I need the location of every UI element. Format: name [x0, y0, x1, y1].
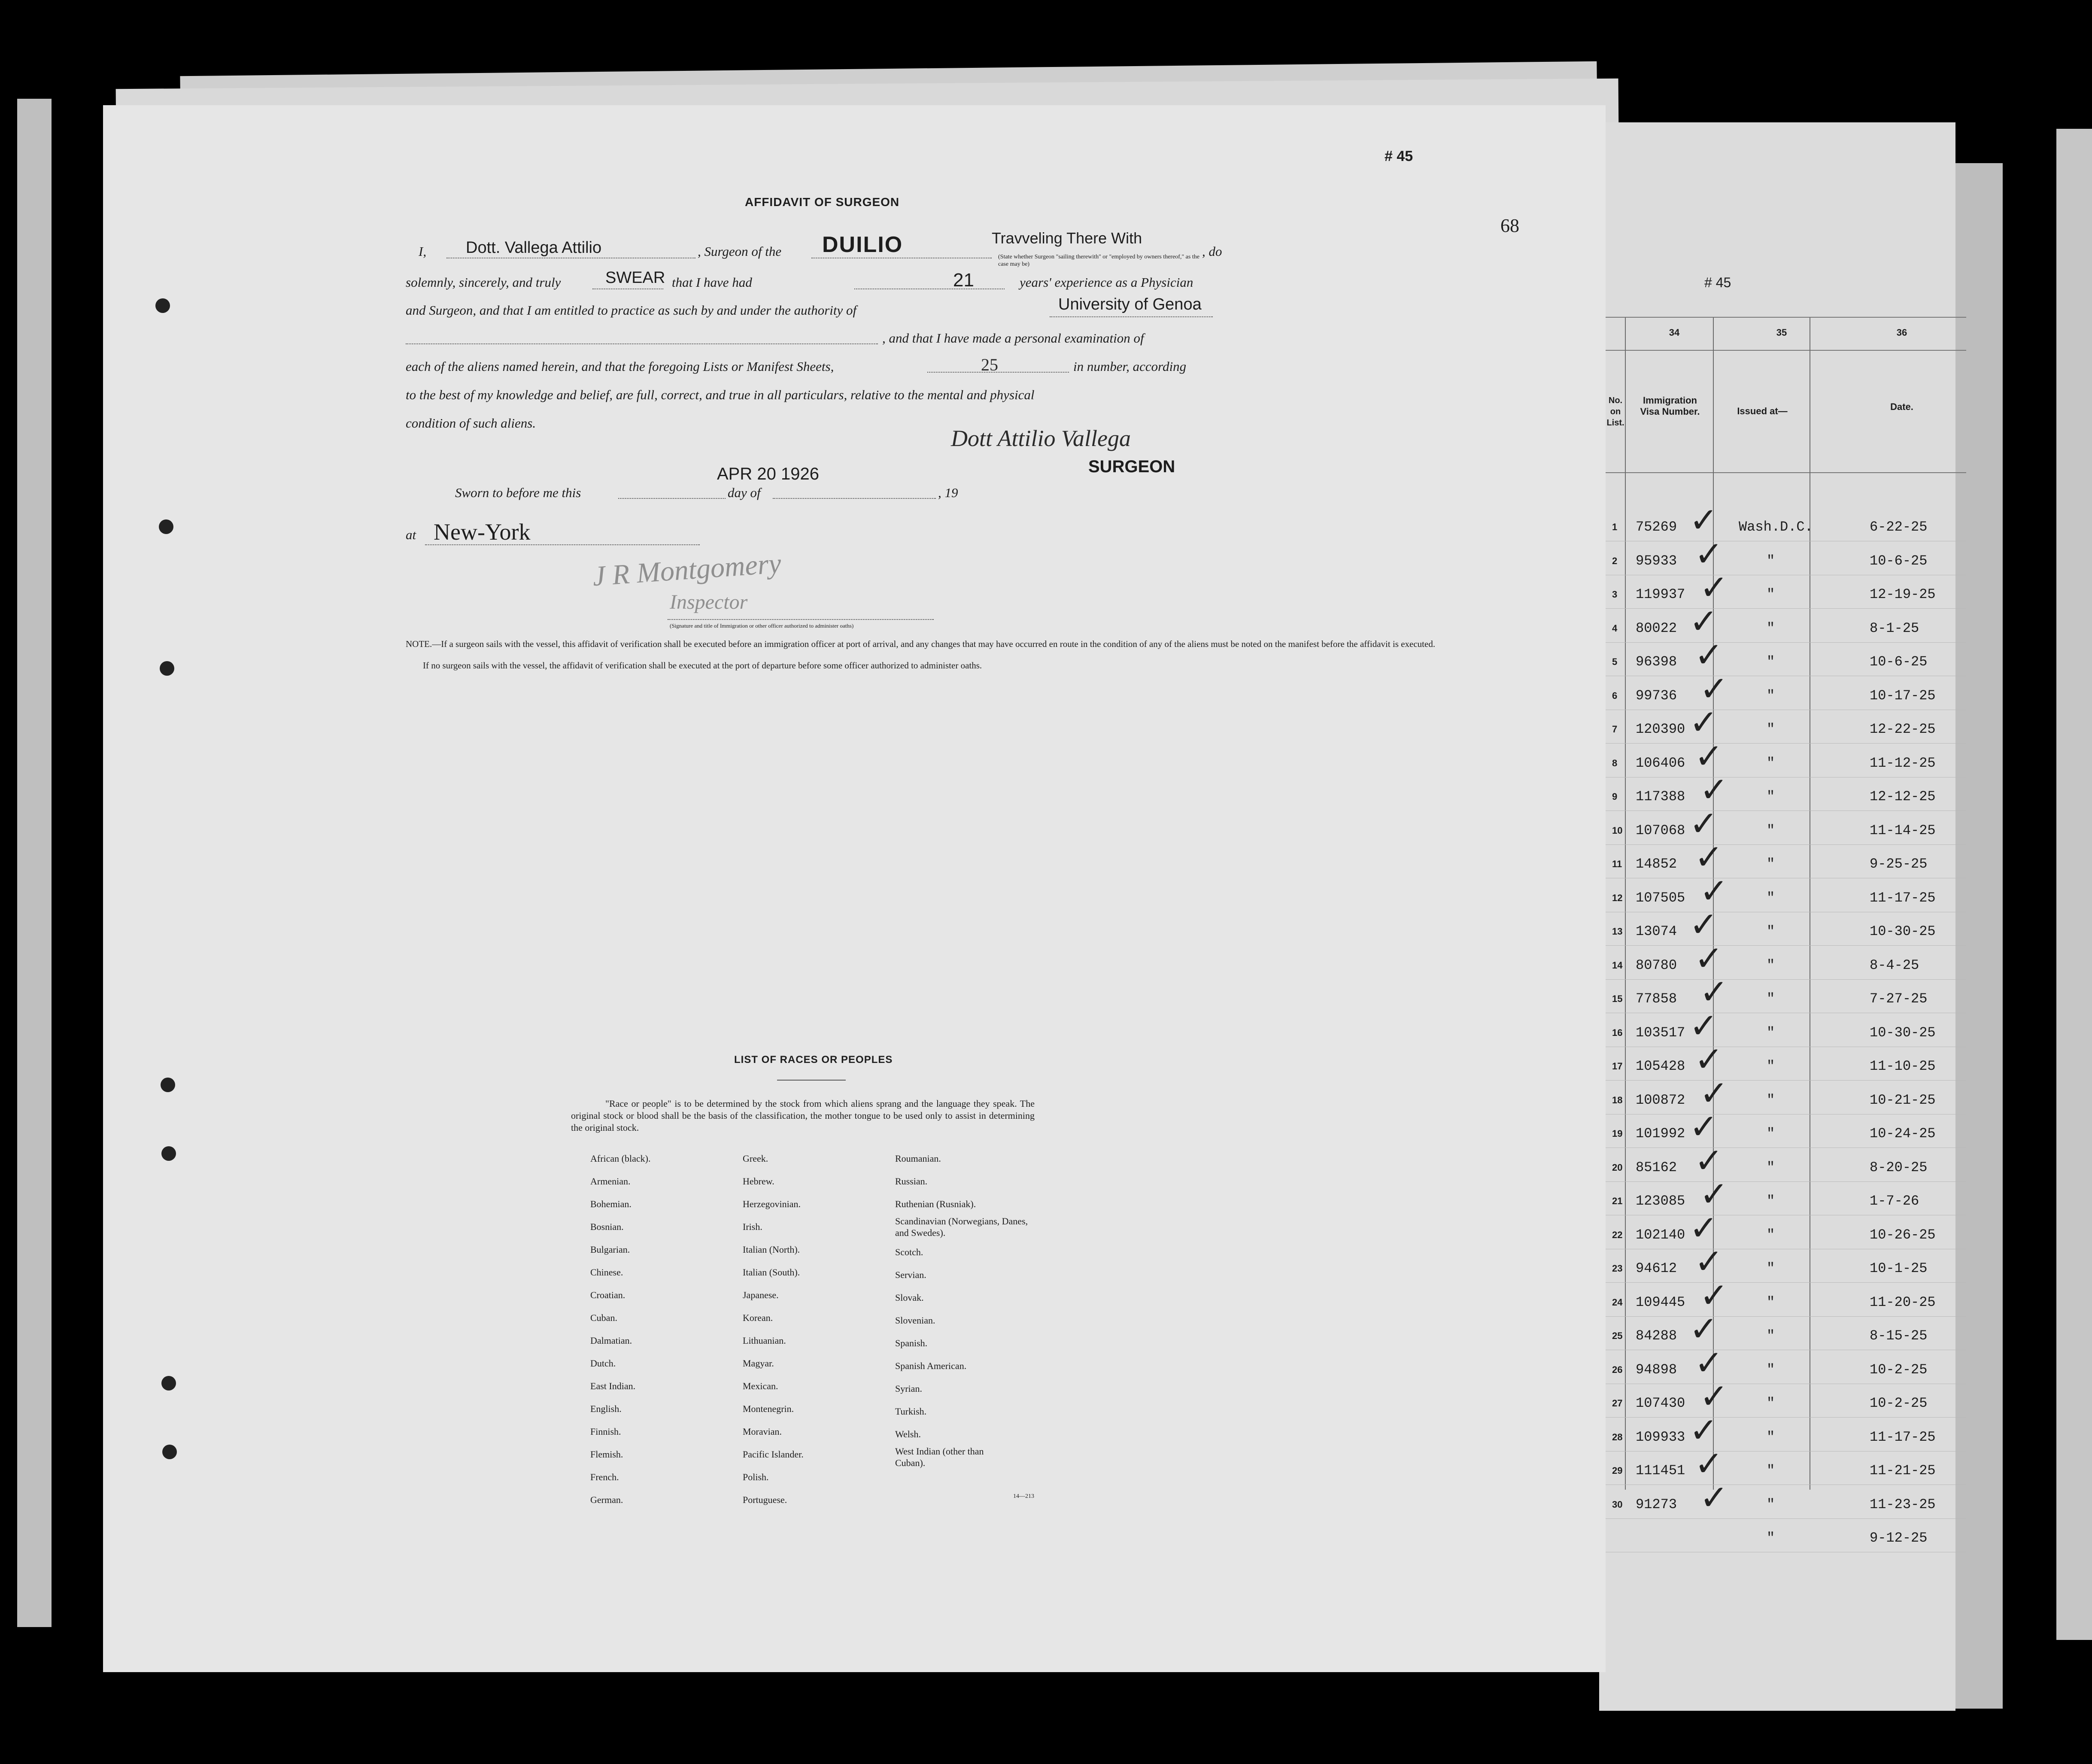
row-rule — [1606, 1282, 1966, 1283]
manifest-cell-visa: 100872 — [1636, 1092, 1685, 1108]
fill-line — [854, 288, 1005, 289]
manifest-cell-issued: " — [1767, 1126, 1775, 1142]
checkmark-icon: ✓ — [1689, 803, 1719, 844]
manifest-cell-issued: " — [1767, 923, 1775, 939]
note-1: NOTE.—If a surgeon sails with the vessel, this affidavit of verification shall be executed before an immigration officer at port of arrival, and any changes that may have occurred en route in the condition of any of the aliens must be noted on the manifest before the affidavit is executed. — [406, 639, 1436, 649]
authority: University of Genoa — [1058, 295, 1202, 313]
manifest-cell-visa: 123085 — [1636, 1193, 1685, 1209]
manifest-cell-date: 11-20-25 — [1870, 1294, 1936, 1310]
manifest-cell-issued: " — [1767, 1496, 1775, 1512]
race-item: Bosnian. — [590, 1221, 624, 1232]
race-item: Moravian. — [743, 1426, 782, 1437]
manifest-cell-no: 4 — [1612, 622, 1618, 634]
manifest-cell-no: 7 — [1612, 724, 1618, 735]
adjacent-page-left — [17, 99, 52, 1627]
checkmark-icon: ✓ — [1694, 1242, 1724, 1281]
manifest-cell-no: 14 — [1612, 959, 1623, 971]
manifest-cell-issued: " — [1767, 957, 1775, 973]
manifest-cell-no: 9 — [1612, 791, 1618, 802]
checkmark-icon: ✓ — [1700, 871, 1729, 911]
binder-hole — [161, 1078, 175, 1092]
race-item: Dalmatian. — [590, 1335, 632, 1346]
manifest-cell-no: 20 — [1612, 1162, 1623, 1173]
manifest-cell-issued: Wash.D.C. — [1739, 519, 1813, 535]
manifest-cell-no: 12 — [1612, 892, 1623, 903]
races-column-1 — [590, 1147, 650, 1511]
date-stamp: APR 20 1926 — [717, 465, 819, 483]
manifest-cell-date: 9-12-25 — [1870, 1530, 1928, 1546]
race-item: Scandinavian (Norwegians, Danes, and Swedes). — [895, 1216, 1028, 1238]
checkmark-icon: ✓ — [1700, 1477, 1729, 1518]
text: I, — [419, 244, 427, 259]
row-rule — [1606, 642, 1966, 643]
manifest-cell-visa: 95933 — [1636, 553, 1677, 569]
manifest-cell-issued: " — [1767, 1294, 1775, 1310]
manifest-cell-issued: " — [1767, 721, 1775, 737]
manifest-cell-date: 10-30-25 — [1870, 1024, 1936, 1041]
manifest-cell-date: 10-2-25 — [1870, 1395, 1928, 1411]
manifest-cell-visa: 75269 — [1636, 519, 1677, 535]
race-item: Welsh. — [895, 1429, 921, 1439]
text: Sworn to before me this — [455, 485, 581, 500]
checkmark-icon: ✓ — [1689, 905, 1719, 944]
manifest-cell-date: 11-17-25 — [1870, 1429, 1936, 1445]
manifest-cell-no: 5 — [1612, 656, 1618, 667]
manifest-cell-date: 10-6-25 — [1870, 654, 1928, 670]
race-item: Italian (North). — [743, 1244, 800, 1255]
manifest-cell-no: 27 — [1612, 1398, 1623, 1409]
race-item: Magyar. — [743, 1358, 774, 1369]
race-item: Chinese. — [590, 1267, 623, 1278]
surgeon-name: Dott. Vallega Attilio — [466, 239, 602, 257]
race-item: Croatian. — [590, 1290, 625, 1300]
officer-note: (Signature and title of Immigration or other officer authorized to administer oaths) — [670, 622, 854, 629]
manifest-cell-issued: " — [1767, 1193, 1775, 1209]
checkmark-icon: ✓ — [1700, 568, 1729, 607]
column-number: 36 — [1896, 327, 1907, 338]
binder-hole — [160, 661, 174, 676]
affidavit-sheet — [103, 105, 1606, 1672]
oath-type: SWEAR — [605, 269, 665, 287]
divider — [777, 1080, 846, 1081]
manifest-cell-no: 8 — [1612, 757, 1618, 768]
rule — [1606, 472, 1966, 473]
race-item: English. — [590, 1403, 622, 1414]
place: New-York — [434, 519, 531, 545]
manifest-cell-no: 30 — [1612, 1499, 1623, 1510]
manifest-cell-visa: 13074 — [1636, 923, 1677, 939]
race-item: African (black). — [590, 1153, 651, 1164]
manifest-cell-no: 1 — [1612, 522, 1618, 532]
manifest-cell-no: 21 — [1612, 1196, 1623, 1206]
manifest-cell-visa: 77858 — [1636, 991, 1677, 1007]
manifest-cell-visa: 102140 — [1636, 1227, 1685, 1243]
manifest-cell-visa: 107430 — [1636, 1395, 1685, 1411]
manifest-cell-date: 11-23-25 — [1870, 1496, 1936, 1512]
manifest-cell-no: 13 — [1612, 926, 1623, 937]
race-item: Ruthenian (Rusniak). — [895, 1199, 976, 1209]
checkmark-icon: ✓ — [1689, 1005, 1719, 1046]
manifest-cell-date: 8-20-25 — [1870, 1159, 1928, 1175]
manifest-cell-visa: 109933 — [1636, 1429, 1685, 1445]
race-item: Servian. — [895, 1269, 926, 1280]
manifest-cell-visa: 111451 — [1636, 1463, 1685, 1479]
manifest-cell-no: 15 — [1612, 993, 1623, 1004]
checkmark-icon: ✓ — [1694, 1444, 1724, 1484]
fill-line — [425, 544, 700, 545]
checkmark-icon: ✓ — [1694, 1342, 1724, 1383]
race-item: Cuban. — [590, 1312, 617, 1323]
header-no-on-list: No. on List. — [1606, 396, 1624, 428]
years-experience: 21 — [953, 270, 974, 291]
manifest-cell-date: 8-1-25 — [1870, 620, 1919, 636]
race-item: Finnish. — [590, 1426, 621, 1437]
manifest-cell-no: 6 — [1612, 690, 1618, 701]
checkmark-icon: ✓ — [1694, 938, 1724, 978]
manifest-cell-date: 8-15-25 — [1870, 1328, 1928, 1344]
checkmark-icon: ✓ — [1694, 1039, 1724, 1079]
manifest-sheet-number: # 45 — [1704, 275, 1731, 290]
checkmark-icon: ✓ — [1700, 770, 1729, 810]
checkmark-icon: ✓ — [1689, 601, 1719, 641]
inspector-signature: J R Montgomery — [591, 547, 782, 592]
manifest-cell-no: 24 — [1612, 1296, 1623, 1308]
checkmark-icon: ✓ — [1700, 668, 1729, 709]
race-item: Scotch. — [895, 1247, 923, 1257]
stacked-page-edges — [1955, 163, 2003, 1709]
races-intro: "Race or people" is to be determined by the stock from which aliens sprang and the language they speak. The original stock or blood shall be the basis of the classification, the mother tongue to be used only to assist in determining the original stock. — [571, 1098, 1035, 1133]
race-item: Mexican. — [743, 1381, 778, 1391]
manifest-cell-date: 6-22-25 — [1870, 519, 1928, 535]
race-item: Bulgarian. — [590, 1244, 630, 1255]
row-rule — [1606, 945, 1966, 946]
manifest-cell-issued: " — [1767, 890, 1775, 906]
row-rule — [1606, 1316, 1966, 1317]
affidavit-title: AFFIDAVIT OF SURGEON — [745, 195, 900, 209]
manifest-cell-visa: 80022 — [1636, 620, 1677, 636]
row-rule — [1606, 1518, 1966, 1519]
manifest-cell-issued: " — [1767, 654, 1775, 670]
race-item: Japanese. — [743, 1290, 779, 1300]
manifest-cell-issued: " — [1767, 586, 1775, 602]
manifest-cell-issued: " — [1767, 620, 1775, 636]
column-number: 35 — [1776, 327, 1787, 338]
race-item: Greek. — [743, 1153, 768, 1164]
manifest-cell-visa: 109445 — [1636, 1294, 1685, 1310]
manifest-cell-visa: 101992 — [1636, 1126, 1685, 1142]
manifest-cell-no: 25 — [1612, 1330, 1623, 1341]
manifest-cell-no: 16 — [1612, 1027, 1623, 1038]
vessel-name: DUILIO — [822, 232, 903, 257]
manifest-cell-date: 10-1-25 — [1870, 1260, 1928, 1276]
rule — [1606, 350, 1966, 351]
manifest-cell-issued: " — [1767, 687, 1775, 704]
binder-hole — [161, 1146, 176, 1161]
manifest-cell-visa: 103517 — [1636, 1024, 1685, 1041]
race-item: Montenegrin. — [743, 1403, 794, 1414]
manifest-cell-date: 11-12-25 — [1870, 755, 1936, 771]
traveling-note: (State whether Surgeon "sailing therewith" or "employed by owners thereof," as the case may be) — [998, 254, 1199, 267]
manifest-cell-no: 29 — [1612, 1465, 1623, 1476]
text: each of the aliens named herein, and that the foregoing Lists or Manifest Sheets, — [406, 359, 834, 374]
race-item: Portuguese. — [743, 1494, 787, 1505]
header-issued-at: Issued at— — [1737, 406, 1788, 416]
text: , and that I have made a personal examination of — [882, 331, 1144, 346]
manifest-cell-issued: " — [1767, 1260, 1775, 1276]
checkmark-icon: ✓ — [1694, 837, 1724, 877]
fill-line — [927, 372, 1069, 373]
race-item: Spanish. — [895, 1338, 928, 1348]
race-item: Polish. — [743, 1472, 769, 1482]
race-item: Pacific Islander. — [743, 1449, 804, 1460]
text: , do — [1202, 244, 1222, 259]
binder-hole — [162, 1445, 177, 1459]
text: , Surgeon of the — [698, 244, 782, 259]
fill-line — [1050, 316, 1213, 317]
fill-line — [773, 498, 936, 499]
manifest-cell-visa: 120390 — [1636, 721, 1685, 737]
manifest-cell-visa: 106406 — [1636, 755, 1685, 771]
manifest-cell-visa: 91273 — [1636, 1496, 1677, 1512]
row-rule — [1606, 1080, 1966, 1081]
text: , 19 — [938, 485, 958, 500]
manifest-cell-issued: " — [1767, 991, 1775, 1007]
manifest-cell-issued: " — [1767, 1159, 1775, 1175]
manifest-cell-visa: 85162 — [1636, 1159, 1677, 1175]
manifest-cell-visa: 14852 — [1636, 856, 1677, 872]
text: condition of such aliens. — [406, 416, 536, 431]
manifest-cell-visa: 117388 — [1636, 789, 1685, 805]
row-rule — [1606, 1181, 1966, 1182]
manifest-cell-date: 10-6-25 — [1870, 553, 1928, 569]
adjacent-page-right — [2056, 129, 2092, 1640]
text: years' experience as a Physician — [1020, 275, 1193, 290]
manifest-cell-date: 11-14-25 — [1870, 822, 1936, 838]
page-number: 68 — [1500, 215, 1519, 236]
race-item: Armenian. — [590, 1176, 631, 1187]
manifest-cell-issued: " — [1767, 755, 1775, 771]
header-date: Date. — [1890, 401, 1913, 412]
row-rule — [1606, 1417, 1966, 1418]
sheet-count: 25 — [981, 355, 998, 374]
checkmark-icon: ✓ — [1700, 1275, 1729, 1315]
manifest-cell-no: 17 — [1612, 1061, 1623, 1072]
manifest-cell-date: 7-27-25 — [1870, 991, 1928, 1007]
row-rule — [1606, 743, 1966, 744]
races-title: LIST OF RACES OR PEOPLES — [734, 1054, 893, 1066]
manifest-cell-visa: 84288 — [1636, 1328, 1677, 1344]
manifest-cell-no: 28 — [1612, 1431, 1623, 1442]
checkmark-icon: ✓ — [1689, 1309, 1719, 1349]
manifest-cell-visa: 96398 — [1636, 654, 1677, 670]
race-item: Bohemian. — [590, 1199, 632, 1209]
text: to the best of my knowledge and belief, are full, correct, and true in all particulars, relative to the mental and physical — [406, 387, 1035, 402]
race-item: Lithuanian. — [743, 1335, 786, 1346]
race-item: Turkish. — [895, 1406, 927, 1417]
manifest-cell-issued: " — [1767, 789, 1775, 805]
race-item: Irish. — [743, 1221, 762, 1232]
manifest-cell-date: 10-17-25 — [1870, 687, 1936, 704]
manifest-cell-no: 18 — [1612, 1094, 1623, 1105]
race-item: Russian. — [895, 1176, 928, 1187]
manifest-cell-issued: " — [1767, 1530, 1775, 1546]
manifest-cell-date: 10-21-25 — [1870, 1092, 1936, 1108]
text: in number, according — [1073, 359, 1187, 374]
race-item: Roumanian. — [895, 1153, 941, 1164]
checkmark-icon: ✓ — [1694, 1140, 1724, 1181]
race-item: Slovenian. — [895, 1315, 935, 1326]
checkmark-icon: ✓ — [1689, 702, 1719, 742]
manifest-cell-date: 11-21-25 — [1870, 1463, 1936, 1479]
text: solemnly, sincerely, and truly — [406, 275, 561, 290]
checkmark-icon: ✓ — [1700, 1073, 1729, 1113]
manifest-cell-date: 10-30-25 — [1870, 923, 1936, 939]
race-item: Spanish American. — [895, 1360, 967, 1371]
manifest-cell-visa: 80780 — [1636, 957, 1677, 973]
checkmark-icon: ✓ — [1689, 500, 1719, 540]
manifest-cell-date: 12-22-25 — [1870, 721, 1936, 737]
race-item: French. — [590, 1472, 619, 1482]
manifest-cell-no: 22 — [1612, 1229, 1623, 1240]
manifest-cell-issued: " — [1767, 822, 1775, 838]
manifest-cell-no: 10 — [1612, 825, 1623, 836]
column-divider — [1625, 318, 1626, 1490]
manifest-cell-issued: " — [1767, 1429, 1775, 1445]
checkmark-icon: ✓ — [1689, 1107, 1719, 1147]
text: and Surgeon, and that I am entitled to practice as such by and under the authority of — [406, 303, 857, 318]
rule — [1606, 317, 1966, 318]
checkmark-icon: ✓ — [1694, 635, 1724, 675]
manifest-cell-visa: 94612 — [1636, 1260, 1677, 1276]
manifest-cell-date: 8-4-25 — [1870, 957, 1919, 973]
manifest-cell-no: 19 — [1612, 1128, 1623, 1139]
manifest-cell-date: 10-2-25 — [1870, 1361, 1928, 1378]
manifest-cell-issued: " — [1767, 1395, 1775, 1411]
row-rule — [1606, 979, 1966, 980]
race-item: Herzegovinian. — [743, 1199, 801, 1209]
fill-line — [406, 343, 878, 344]
checkmark-icon: ✓ — [1694, 534, 1724, 574]
checkmark-icon: ✓ — [1700, 1376, 1729, 1416]
checkmark-icon: ✓ — [1700, 972, 1729, 1012]
races-column-2 — [743, 1147, 804, 1511]
binder-hole — [159, 519, 173, 534]
race-item: Slovak. — [895, 1292, 924, 1303]
fill-line — [592, 288, 663, 289]
row-rule — [1606, 844, 1966, 845]
checkmark-icon: ✓ — [1694, 736, 1724, 776]
races-column-3 — [895, 1147, 1037, 1469]
text: day of — [728, 485, 761, 500]
checkmark-icon: ✓ — [1689, 1208, 1719, 1248]
manifest-cell-visa: 119937 — [1636, 586, 1685, 602]
manifest-cell-date: 10-24-25 — [1870, 1126, 1936, 1142]
fill-line — [668, 619, 934, 620]
text: at — [406, 527, 416, 542]
manifest-cell-issued: " — [1767, 1227, 1775, 1243]
manifest-cell-visa: 105428 — [1636, 1058, 1685, 1074]
manifest-cell-issued: " — [1767, 1361, 1775, 1378]
manifest-cell-no: 26 — [1612, 1364, 1623, 1375]
text: that I have had — [672, 275, 752, 290]
manifest-cell-no: 23 — [1612, 1263, 1623, 1274]
manifest-cell-date: 11-17-25 — [1870, 890, 1936, 906]
checkmark-icon: ✓ — [1700, 1174, 1729, 1214]
manifest-cell-no: 11 — [1612, 859, 1622, 869]
race-item: Korean. — [743, 1312, 773, 1323]
race-item: West Indian (other than Cuban). — [895, 1446, 984, 1468]
binder-hole — [155, 298, 170, 313]
manifest-cell-date: 12-19-25 — [1870, 586, 1936, 602]
manifest-cell-issued: " — [1767, 1463, 1775, 1479]
binder-hole — [161, 1376, 176, 1391]
race-item: Flemish. — [590, 1449, 623, 1460]
manifest-cell-visa: 107505 — [1636, 890, 1685, 906]
manifest-cell-issued: " — [1767, 856, 1775, 872]
note-2: If no surgeon sails with the vessel, the affidavit of verification shall be executed at the port of departure before some officer authorized to administer oaths. — [423, 660, 982, 671]
manifest-cell-date: 12-12-25 — [1870, 789, 1936, 805]
manifest-cell-issued: " — [1767, 1328, 1775, 1344]
race-item: Italian (South). — [743, 1267, 800, 1278]
manifest-cell-date: 1-7-26 — [1870, 1193, 1919, 1209]
manifest-cell-no: 2 — [1612, 555, 1618, 566]
race-item: Dutch. — [590, 1358, 616, 1369]
manifest-cell-date: 10-26-25 — [1870, 1227, 1936, 1243]
checkmark-icon: ✓ — [1689, 1410, 1719, 1450]
race-item: Syrian. — [895, 1383, 922, 1394]
manifest-cell-issued: " — [1767, 1092, 1775, 1108]
row-rule — [1606, 608, 1966, 609]
manifest-cell-issued: " — [1767, 553, 1775, 569]
surgeon-stamp: SURGEON — [1088, 457, 1175, 476]
manifest-cell-issued: " — [1767, 1058, 1775, 1074]
manifest-cell-date: 11-10-25 — [1870, 1058, 1936, 1074]
manifest-cell-visa: 107068 — [1636, 822, 1685, 838]
manifest-cell-no: 3 — [1612, 589, 1618, 600]
sheet-number: # 45 — [1385, 148, 1413, 164]
race-item: German. — [590, 1494, 623, 1505]
manifest-cell-issued: " — [1767, 1024, 1775, 1041]
fill-line — [618, 498, 726, 499]
manifest-cell-visa: 99736 — [1636, 687, 1677, 704]
header-visa-number: Immigration Visa Number. — [1640, 395, 1700, 417]
race-item: Hebrew. — [743, 1176, 774, 1187]
traveling-status: Travveling There With — [992, 229, 1142, 247]
column-number: 34 — [1669, 327, 1680, 338]
inspector-title: Inspector — [670, 591, 748, 613]
form-number: 14—213 — [1013, 1493, 1034, 1500]
manifest-cell-date: 9-25-25 — [1870, 856, 1928, 872]
surgeon-signature: Dott Attilio Vallega — [951, 425, 1131, 451]
race-item: East Indian. — [590, 1381, 636, 1391]
manifest-cell-visa: 94898 — [1636, 1361, 1677, 1378]
